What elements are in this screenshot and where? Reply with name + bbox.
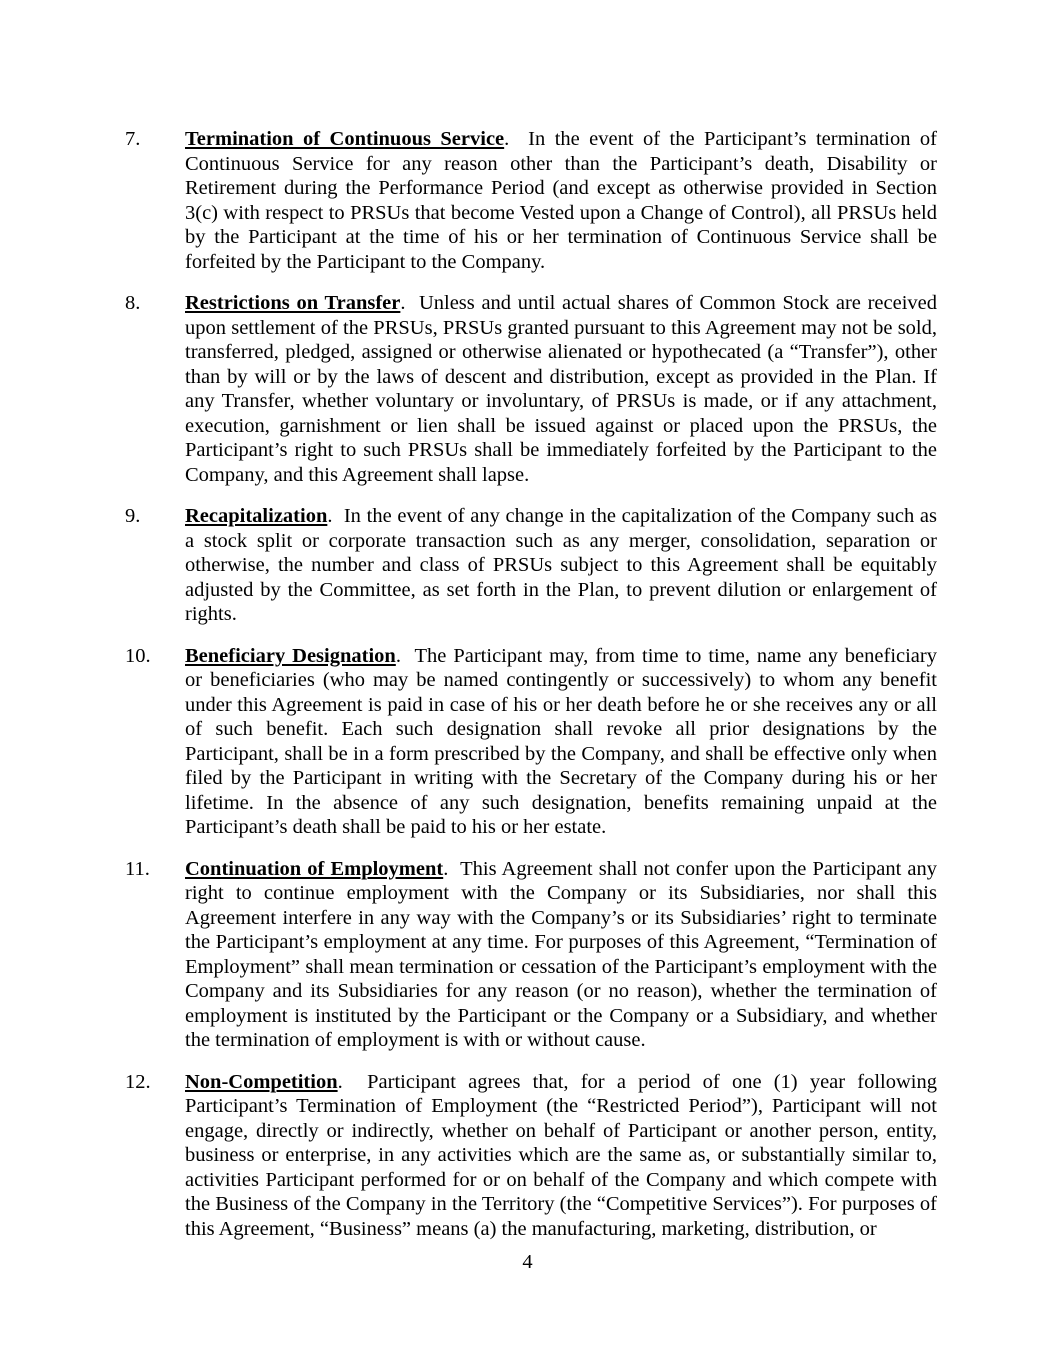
section-heading: Recapitalization xyxy=(185,505,328,527)
section-heading: Continuation of Employment xyxy=(185,857,444,880)
section-body: Unless and until actual shares of Common Stock are received upon settlement of the PRSUs, PRSUs granted pursuant to this Agreement may not be sold, transferred, pledged, assigned or otherwise alienated or hypothecated (a “Transfer”), other than by will or by the laws of descent and distribution, except as provided in the Plan. If any Transfer, whether voluntary or involuntary, of PRSUs is made, or if any attachment, execution, garnishment or lien shall be issued against or placed upon the PRSUs, the Participant’s right to such PRSUs shall be immediately forfeited by the Participant to the Company, and this Agreement shall lapse. xyxy=(185,292,938,486)
heading-separator: . xyxy=(443,857,461,880)
section-item xyxy=(125,644,937,840)
heading-separator: . xyxy=(504,128,529,150)
section-item xyxy=(125,857,937,1053)
section-number: 10. xyxy=(125,644,151,667)
section-item xyxy=(125,1070,937,1242)
heading-separator: . xyxy=(337,1070,368,1093)
section-heading: Beneficiary Designation xyxy=(185,644,396,667)
heading-separator: . xyxy=(400,292,419,314)
section-text xyxy=(185,644,937,840)
section-heading: Termination of Continuous Service xyxy=(185,128,505,150)
section-item xyxy=(125,127,937,274)
page-number: 4 xyxy=(522,1251,533,1273)
section-body: In the event of the Participant’s termination of Continuous Service for any reason other than the Participant’s death, Disability or Retirement during the Performance Period (and except as otherwise provided in Section 3(c) with respect to PRSUs that become Vested upon a Change of Control), all PRSUs held by the Participant at the time of his or her termination of Continuous Service shall be forfeited by the Participant to the Company. xyxy=(185,128,937,273)
section-number: 7. xyxy=(125,128,141,150)
section-item xyxy=(125,504,937,627)
section-item xyxy=(125,291,937,487)
section-body: The Participant may, from time to time, name any beneficiary or beneficiaries (who may be named contingently or successively) to whom any benefit under this Agreement is paid in case of his or her death before he or she receives any or all of such benefit. Each such designation shall revoke all prior designations by the Participant, shall be in a form prescribed by the Company, and shall be effective only when filed by the Participant in writing with the Secretary of the Company during his or her lifetime. In the absence of any such designation, benefits remaining unpaid at the Participant’s death shall be paid to his or her estate. xyxy=(185,644,937,838)
section-text xyxy=(185,857,937,1053)
section-text xyxy=(185,1070,937,1242)
section-heading: Non-Competition xyxy=(185,1070,338,1093)
heading-separator: . xyxy=(395,644,415,667)
section-body: In the event of any change in the capitalization of the Company such as a stock split or corporate transaction such as any merger, consolidation, separation or otherwise, the number and class of PRSUs subject to this Agreement shall be equitably adjusted by the Committee, as set forth in the Plan, to prevent dilution or enlargement of rights. xyxy=(185,505,938,625)
section-text xyxy=(185,504,937,627)
section-body: Participant agrees that, for a period of one (1) year following Participant’s Termination of Employment (the “Restricted Period”), Participant will not engage, directly or indirectly, whether on behalf of Participant or another person, entity, business or enterprise, in any activities which are the same as, or substantially similar to, activities Participant performed for or on behalf of the Company and which compete with the Business of the Company in the Territory (the “Competitive Services”). For purposes of this Agreement, “Business” means (a) the manufacturing, marketing, distribution, or xyxy=(185,1070,938,1240)
section-number: 8. xyxy=(125,292,141,314)
heading-separator: . xyxy=(327,505,344,527)
section-text xyxy=(185,291,937,487)
sections xyxy=(125,127,937,1241)
section-body: This Agreement shall not confer upon the Participant any right to continue employment with the Company or its Subsidiaries, nor shall this Agreement interfere in any way with the Company’s or its Subsidiaries’ right to terminate the Participant’s employment at any time. For purposes of this Agreement, “Termination of Employment” shall mean termination or cessation of the Participant’s employment with the Company and its Subsidiaries for any reason (or no reason), whether the termination of employment is instituted by the Participant or the Company or a Subsidiary, and whether the termination of employment is with or without cause. xyxy=(185,857,937,1051)
section-heading: Restrictions on Transfer xyxy=(185,292,401,314)
section-number: 9. xyxy=(125,505,141,527)
section-number: 12. xyxy=(125,1070,151,1093)
section-number: 11. xyxy=(125,857,150,880)
section-text xyxy=(185,127,937,274)
